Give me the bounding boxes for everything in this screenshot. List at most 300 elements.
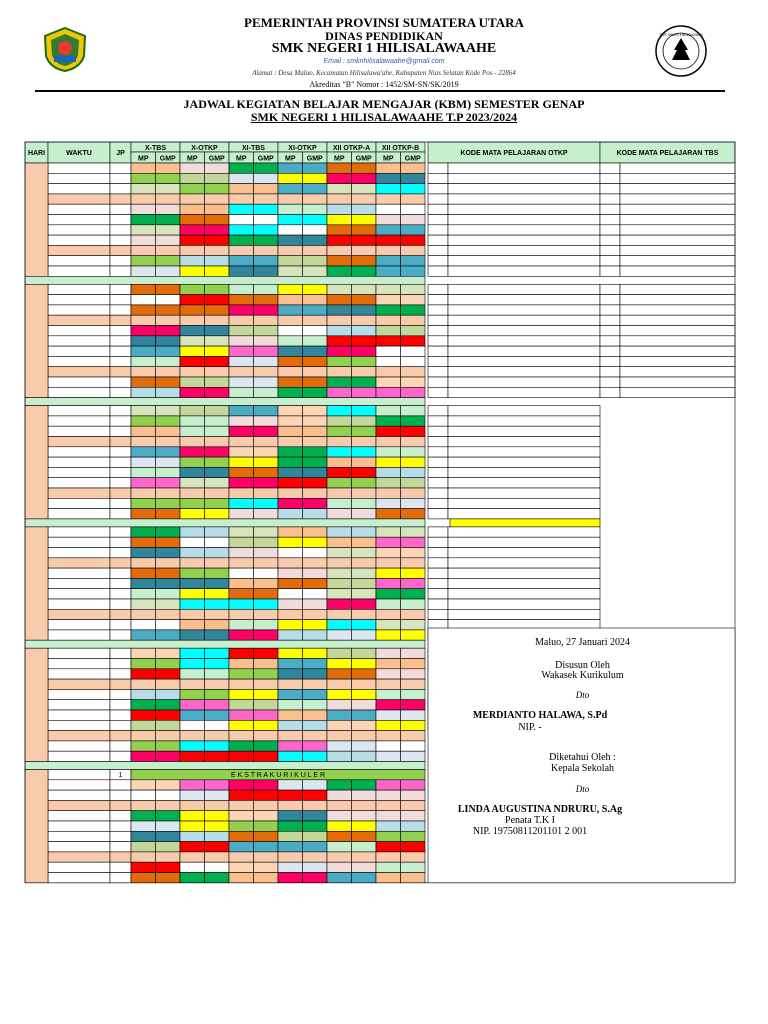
- schedule-cell: [376, 800, 401, 810]
- schedule-cell: [303, 741, 328, 751]
- schedule-cell: [376, 326, 401, 336]
- jp-cell: [110, 204, 131, 214]
- schedule-cell: [254, 689, 279, 699]
- kode-otkp-no: [428, 215, 448, 225]
- waktu-cell: [48, 478, 110, 488]
- schedule-cell: [156, 689, 181, 699]
- schedule-cell: [156, 842, 181, 852]
- schedule-cell: [327, 648, 352, 658]
- schedule-cell: [254, 315, 279, 325]
- jp-cell: [110, 659, 131, 669]
- kode-tbs-no: [600, 184, 620, 194]
- schedule-cell: [327, 790, 352, 800]
- kode-otkp-no: [428, 406, 448, 416]
- schedule-cell: [327, 700, 352, 710]
- schedule-cell: [229, 689, 254, 699]
- schedule-cell: [352, 609, 377, 619]
- schedule-cell: [131, 315, 156, 325]
- schedule-cell: [376, 488, 401, 498]
- schedule-cell: [229, 163, 254, 173]
- kode-otkp-no: [428, 416, 448, 426]
- schedule-cell: [180, 204, 205, 214]
- kode-tbs-no: [600, 204, 620, 214]
- schedule-cell: [180, 731, 205, 741]
- kode-otkp-no: [428, 377, 448, 387]
- schedule-cell: [401, 609, 426, 619]
- schedule-cell: [205, 245, 230, 255]
- kode-otkp-no: [428, 315, 448, 325]
- kode-tbs-cell: [620, 336, 735, 346]
- schedule-cell: [376, 710, 401, 720]
- schedule-cell: [254, 780, 279, 790]
- schedule-cell: [303, 568, 328, 578]
- logo-text: TUT WURI HANDAYANI: [659, 32, 703, 37]
- schedule-cell: [401, 831, 426, 841]
- schedule-cell: [303, 447, 328, 457]
- schedule-cell: [401, 315, 426, 325]
- waktu-cell: [48, 620, 110, 630]
- schedule-cell: [327, 437, 352, 447]
- schedule-cell: [254, 700, 279, 710]
- schedule-cell: [401, 235, 426, 245]
- waktu-cell: [48, 609, 110, 619]
- waktu-cell: [48, 537, 110, 547]
- schedule-cell: [352, 741, 377, 751]
- schedule-cell: [131, 235, 156, 245]
- waktu-cell: [48, 790, 110, 800]
- schedule-cell: [156, 235, 181, 245]
- schedule-cell: [180, 245, 205, 255]
- schedule-cell: [327, 558, 352, 568]
- jp-cell: [110, 326, 131, 336]
- schedule-cell: [131, 194, 156, 204]
- kode-tbs-cell: [620, 315, 735, 325]
- schedule-cell: [205, 790, 230, 800]
- waktu-cell: [48, 780, 110, 790]
- schedule-cell: [156, 659, 181, 669]
- jp-cell: [110, 356, 131, 366]
- schedule-cell: [376, 568, 401, 578]
- schedule-cell: [327, 548, 352, 558]
- waktu-cell: [48, 700, 110, 710]
- jp-cell: [110, 245, 131, 255]
- schedule-cell: [205, 659, 230, 669]
- schedule-cell: [131, 204, 156, 214]
- schedule-cell: [156, 315, 181, 325]
- schedule-cell: [156, 599, 181, 609]
- schedule-cell: [376, 811, 401, 821]
- schedule-cell: [401, 184, 426, 194]
- schedule-cell: [205, 537, 230, 547]
- schedule-cell: [180, 184, 205, 194]
- schedule-cell: [278, 842, 303, 852]
- schedule-cell: [254, 163, 279, 173]
- schedule-cell: [278, 821, 303, 831]
- schedule-cell: [254, 800, 279, 810]
- schedule-cell: [205, 266, 230, 276]
- schedule-cell: [156, 346, 181, 356]
- kode-tbs-cell: [620, 295, 735, 305]
- waktu-cell: [48, 356, 110, 366]
- schedule-cell: [303, 478, 328, 488]
- schedule-cell: [205, 852, 230, 862]
- schedule-cell: [278, 548, 303, 558]
- schedule-cell: [278, 568, 303, 578]
- col-waktu-label: WAKTU: [66, 150, 92, 157]
- schedule-cell: [327, 457, 352, 467]
- schedule-cell: [180, 527, 205, 537]
- kode-otkp-cell: [448, 578, 600, 588]
- waktu-cell: [48, 852, 110, 862]
- schedule-cell: [180, 800, 205, 810]
- schedule-cell: [278, 527, 303, 537]
- schedule-cell: [278, 457, 303, 467]
- schedule-cell: [205, 416, 230, 426]
- schedule-cell: [376, 669, 401, 679]
- schedule-cell: [278, 356, 303, 366]
- schedule-cell: [229, 488, 254, 498]
- schedule-cell: [352, 811, 377, 821]
- schedule-cell: [303, 326, 328, 336]
- schedule-cell: [131, 457, 156, 467]
- schedule-cell: [131, 689, 156, 699]
- schedule-cell: [303, 648, 328, 658]
- schedule-cell: [376, 457, 401, 467]
- schedule-cell: [278, 811, 303, 821]
- schedule-cell: [156, 741, 181, 751]
- schedule-cell: [278, 720, 303, 730]
- kode-otkp-no: [428, 245, 448, 255]
- schedule-cell: [327, 659, 352, 669]
- schedule-cell: [156, 488, 181, 498]
- schedule-cell: [352, 295, 377, 305]
- schedule-cell: [401, 842, 426, 852]
- schedule-cell: [156, 447, 181, 457]
- waktu-cell: [48, 406, 110, 416]
- schedule-cell: [327, 710, 352, 720]
- schedule-cell: [352, 315, 377, 325]
- schedule-cell: [376, 406, 401, 416]
- schedule-cell: [303, 194, 328, 204]
- schedule-cell: [180, 356, 205, 366]
- schedule-cell: [278, 589, 303, 599]
- schedule-cell: [205, 478, 230, 488]
- schedule-cell: [180, 578, 205, 588]
- waktu-cell: [48, 336, 110, 346]
- sub-gmp-label: GMP: [306, 155, 323, 163]
- schedule-cell: [205, 163, 230, 173]
- kode-otkp-no: [428, 336, 448, 346]
- schedule-cell: [401, 284, 426, 294]
- schedule-cell: [180, 852, 205, 862]
- jp-cell: [110, 599, 131, 609]
- jp-cell: [110, 568, 131, 578]
- schedule-cell: [205, 720, 230, 730]
- day-separator: [25, 398, 425, 406]
- kode-otkp-no: [428, 558, 448, 568]
- schedule-cell: [352, 387, 377, 397]
- waktu-cell: [48, 659, 110, 669]
- schedule-cell: [352, 862, 377, 872]
- kode-otkp-cell: [448, 478, 600, 488]
- kode-otkp-cell: [448, 457, 600, 467]
- schedule-cell: [180, 467, 205, 477]
- schedule-cell: [278, 235, 303, 245]
- schedule-cell: [352, 377, 377, 387]
- jp-cell: [110, 447, 131, 457]
- kode-tbs-cell: [620, 194, 735, 204]
- schedule-cell: [376, 609, 401, 619]
- schedule-cell: [131, 578, 156, 588]
- schedule-cell: [327, 862, 352, 872]
- class-header-label: X-OTKP: [191, 145, 218, 152]
- schedule-cell: [352, 599, 377, 609]
- schedule-cell: [229, 245, 254, 255]
- schedule-cell: [156, 406, 181, 416]
- schedule-cell: [229, 194, 254, 204]
- schedule-cell: [352, 578, 377, 588]
- col-jp-label: JP: [116, 150, 125, 157]
- schedule-cell: [352, 498, 377, 508]
- schedule-cell: [131, 811, 156, 821]
- kode-tbs-cell: [620, 326, 735, 336]
- schedule-cell: [327, 842, 352, 852]
- schedule-cell: [131, 842, 156, 852]
- day-separator: [25, 640, 425, 648]
- jp-cell: [110, 558, 131, 568]
- schedule-cell: [303, 336, 328, 346]
- schedule-cell: [131, 426, 156, 436]
- schedule-cell: [303, 225, 328, 235]
- schedule-cell: [156, 305, 181, 315]
- schedule-cell: [401, 669, 426, 679]
- schedule-cell: [303, 315, 328, 325]
- dto-2: Dto: [575, 784, 590, 794]
- kode-otkp-no: [428, 235, 448, 245]
- schedule-cell: [156, 266, 181, 276]
- waktu-cell: [48, 568, 110, 578]
- schedule-cell: [229, 346, 254, 356]
- schedule-cell: [156, 831, 181, 841]
- schedule-cell: [352, 336, 377, 346]
- jp-cell: [110, 741, 131, 751]
- schedule-cell: [352, 710, 377, 720]
- schedule-cell: [156, 336, 181, 346]
- schedule-cell: [303, 377, 328, 387]
- schedule-cell: [254, 831, 279, 841]
- schedule-cell: [205, 225, 230, 235]
- schedule-cell: [327, 509, 352, 519]
- kode-otkp-no: [428, 578, 448, 588]
- schedule-cell: [401, 741, 426, 751]
- schedule-cell: [229, 731, 254, 741]
- kode-otkp-cell: [448, 336, 600, 346]
- schedule-cell: [205, 215, 230, 225]
- class-header-label: XII OTKP-B: [381, 145, 420, 152]
- jp-cell: [110, 194, 131, 204]
- sub-gmp-label: GMP: [208, 155, 225, 163]
- kode-tbs-cell: [620, 204, 735, 214]
- schedule-cell: [131, 568, 156, 578]
- schedule-cell: [254, 284, 279, 294]
- schedule-cell: [156, 256, 181, 266]
- schedule-cell: [156, 558, 181, 568]
- schedule-cell: [352, 447, 377, 457]
- jp-cell: [110, 173, 131, 183]
- jp-cell: [110, 498, 131, 508]
- schedule-cell: [131, 326, 156, 336]
- jp-cell: [110, 284, 131, 294]
- schedule-cell: [180, 498, 205, 508]
- schedule-cell: [205, 568, 230, 578]
- sign-date: Maluo, 27 Januari 2024: [535, 637, 630, 648]
- schedule-cell: [327, 679, 352, 689]
- schedule-cell: [376, 751, 401, 761]
- kode-otkp-cell: [448, 356, 600, 366]
- schedule-cell: [229, 620, 254, 630]
- sub-mp-label: MP: [285, 155, 296, 163]
- schedule-cell: [278, 256, 303, 266]
- jp-cell: [110, 406, 131, 416]
- waktu-cell: [48, 284, 110, 294]
- schedule-cell: [180, 821, 205, 831]
- schedule-cell: [205, 437, 230, 447]
- schedule-cell: [352, 800, 377, 810]
- schedule-cell: [156, 284, 181, 294]
- approved-by: Diketahui Oleh :: [549, 752, 616, 763]
- schedule-cell: [278, 741, 303, 751]
- schedule-cell: [303, 710, 328, 720]
- kode-otkp-no: [428, 356, 448, 366]
- waktu-cell: [48, 315, 110, 325]
- schedule-cell: [327, 204, 352, 214]
- schedule-cell: [401, 578, 426, 588]
- schedule-cell: [352, 215, 377, 225]
- schedule-cell: [254, 599, 279, 609]
- schedule-cell: [303, 558, 328, 568]
- jp-cell: [110, 305, 131, 315]
- schedule-cell: [180, 811, 205, 821]
- schedule-cell: [180, 336, 205, 346]
- schedule-cell: [254, 377, 279, 387]
- schedule-cell: [352, 194, 377, 204]
- kode-otkp-cell: [448, 467, 600, 477]
- schedule-cell: [278, 284, 303, 294]
- schedule-cell: [327, 811, 352, 821]
- schedule-cell: [131, 416, 156, 426]
- schedule-cell: [327, 630, 352, 640]
- schedule-cell: [376, 305, 401, 315]
- schedule-cell: [376, 537, 401, 547]
- waktu-cell: [48, 741, 110, 751]
- schedule-cell: [205, 346, 230, 356]
- schedule-cell: [205, 731, 230, 741]
- jp-cell: [110, 589, 131, 599]
- kode-otkp-no: [428, 184, 448, 194]
- schedule-cell: [401, 447, 426, 457]
- jp-cell: [110, 266, 131, 276]
- prepared-role: Wakasek Kurikulum: [541, 670, 624, 681]
- schedule-cell: [156, 225, 181, 235]
- schedule-cell: [401, 426, 426, 436]
- schedule-cell: [180, 457, 205, 467]
- schedule-cell: [278, 488, 303, 498]
- jp-cell: [110, 700, 131, 710]
- schedule-cell: [303, 305, 328, 315]
- jp-cell: [110, 416, 131, 426]
- schedule-cell: [254, 406, 279, 416]
- waktu-cell: [48, 326, 110, 336]
- schedule-cell: [278, 509, 303, 519]
- schedule-cell: [229, 821, 254, 831]
- kode-otkp-cell: [448, 215, 600, 225]
- schedule-cell: [131, 498, 156, 508]
- schedule-cell: [376, 741, 401, 751]
- schedule-cell: [131, 266, 156, 276]
- kode-otkp-cell: [448, 163, 600, 173]
- kode-otkp-no: [428, 498, 448, 508]
- waktu-cell: [48, 447, 110, 457]
- waktu-cell: [48, 346, 110, 356]
- schedule-cell: [180, 406, 205, 416]
- kode-tbs-no: [600, 235, 620, 245]
- schedule-cell: [278, 558, 303, 568]
- schedule-cell: [303, 184, 328, 194]
- schedule-cell: [401, 478, 426, 488]
- jp-cell: [110, 527, 131, 537]
- schedule-cell: [303, 630, 328, 640]
- waktu-cell: [48, 548, 110, 558]
- schedule-cell: [180, 437, 205, 447]
- schedule-cell: [278, 689, 303, 699]
- sub-gmp-label: GMP: [355, 155, 372, 163]
- schedule-cell: [401, 225, 426, 235]
- schedule-cell: [180, 790, 205, 800]
- schedule-cell: [254, 873, 279, 883]
- schedule-cell: [327, 447, 352, 457]
- schedule-cell: [229, 457, 254, 467]
- schedule-cell: [254, 537, 279, 547]
- schedule-cell: [352, 751, 377, 761]
- schedule-cell: [131, 599, 156, 609]
- kode-otkp-cell: [448, 509, 600, 519]
- schedule-cell: [131, 780, 156, 790]
- schedule-cell: [229, 800, 254, 810]
- day-separator: [25, 762, 425, 770]
- schedule-cell: [278, 852, 303, 862]
- schedule-cell: [229, 387, 254, 397]
- schedule-cell: [205, 741, 230, 751]
- schedule-cell: [180, 537, 205, 547]
- schedule-cell: [254, 346, 279, 356]
- schedule-cell: [303, 295, 328, 305]
- schedule-cell: [180, 447, 205, 457]
- kode-otkp-no: [428, 478, 448, 488]
- schedule-cell: [131, 256, 156, 266]
- schedule-cell: [352, 568, 377, 578]
- schedule-cell: [278, 710, 303, 720]
- schedule-cell: [180, 630, 205, 640]
- kode-otkp-cell: [448, 537, 600, 547]
- schedule-cell: [254, 245, 279, 255]
- schedule-cell: [376, 194, 401, 204]
- schedule-cell: [327, 173, 352, 183]
- jp-cell: [110, 821, 131, 831]
- schedule-cell: [401, 589, 426, 599]
- schedule-cell: [205, 498, 230, 508]
- hari-cell: [25, 648, 48, 761]
- schedule-cell: [254, 266, 279, 276]
